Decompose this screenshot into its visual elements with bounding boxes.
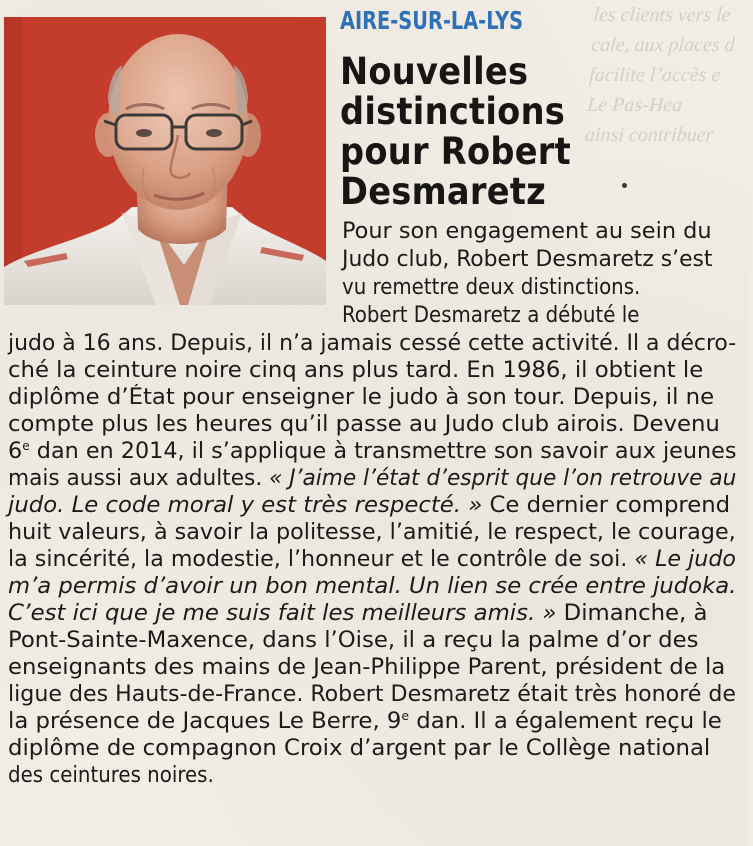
body-line: judo. Le code moral y est très respecté. » Ce dernier comprend (8, 493, 731, 518)
body-line: compte plus les heures qu’il passe au Judo club airois. Devenu (8, 412, 720, 437)
headline (340, 52, 670, 212)
portrait-photo (4, 17, 326, 305)
body-line: enseignants des mains de Jean-Philippe Parent, président de la (8, 655, 726, 680)
body-line: m’a permis d’avoir un bon mental. Un lien se crée entre judoka. (8, 574, 737, 599)
body-line: ligue des Hauts-de-France. Robert Desmaretz était très honoré de (8, 682, 737, 707)
body-line: Pont-Sainte-Maxence, dans l’Oise, il a reçu la palme d’or des (8, 628, 699, 653)
body-line: diplôme d’État pour enseigner le judo à son tour. Depuis, il ne (8, 385, 715, 410)
headline-line: pour Robert (340, 130, 572, 173)
print-speck (622, 183, 627, 188)
body-line: Robert Desmaretz a débuté le (342, 303, 640, 328)
body-line: la sincérité, la modestie, l’honneur et le contrôle de soi. « Le judo (8, 547, 736, 572)
body-line: 6e dan en 2014, il s’applique à transmettre son savoir aux jeunes (8, 439, 737, 464)
body-line: des ceintures noires. (8, 763, 214, 788)
body-line: vu remettre deux distinctions. (342, 275, 641, 300)
headline-line: distinctions (340, 90, 566, 133)
body-line: mais aussi aux adultes. « J’aime l’état d’esprit que l’on retrouve au (8, 466, 737, 491)
body-line: la présence de Jacques Le Berre, 9e dan. Il a également reçu le (8, 709, 722, 734)
body-line: ché la ceinture noire cinq ans plus tard. En 1986, il obtient le (8, 358, 704, 383)
body-line: diplôme de compagnon Croix d’argent par le Collège national (8, 736, 711, 761)
bleed-through-text: les clients vers le cale, aux places d facilite l’accès e Le Pas-Hea ainsi contribuer (584, 4, 736, 146)
body-line: Pour son engagement au sein du (342, 219, 712, 244)
body-line: C’est ici que je me suis fait les meilleurs amis. » Dimanche, à (8, 601, 708, 626)
kicker-location: AIRE-SUR-LA-LYS (340, 6, 524, 35)
body-line: judo à 16 ans. Depuis, il n’a jamais cessé cette activité. Il a décro- (8, 331, 737, 356)
body-line: Judo club, Robert Desmaretz s’est (342, 247, 713, 272)
headline-line: Nouvelles (340, 50, 529, 93)
headline-line: Desmaretz (340, 170, 547, 213)
body-line: huit valeurs, à savoir la politesse, l’amitié, le respect, le courage, (8, 520, 736, 545)
